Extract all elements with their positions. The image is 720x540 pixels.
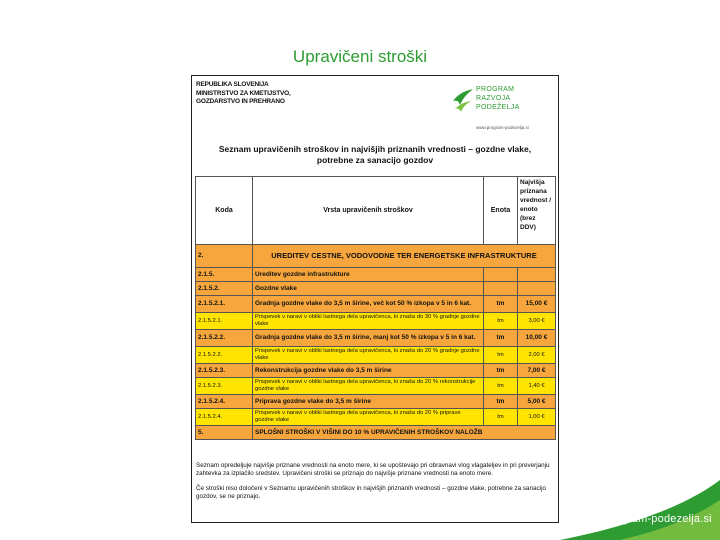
cell-koda: 2.1.5.2.1. (196, 313, 253, 330)
cell-opis: Gozdne vlake (253, 282, 484, 296)
table-row (196, 395, 556, 409)
ministry-header (196, 81, 291, 107)
cell-opis: Ureditev gozdne infrastrukture (253, 268, 484, 282)
cell-koda: 2.1.5.2.4. (196, 395, 253, 409)
cell-koda: 2.1.5.2.2. (196, 330, 253, 347)
table-row (196, 364, 556, 378)
document-title (192, 144, 558, 166)
cell-opis: Prispevek v naravi v obliki lastnega dela upravičenca, ki znaša do 20 % gradnje gozdne vlake (253, 347, 484, 364)
logo-line: PODEŽELJA (476, 104, 520, 111)
table-row (196, 378, 556, 395)
table-row (196, 409, 556, 426)
cell-enota (484, 268, 518, 282)
cost-table (195, 176, 556, 440)
document-notes (196, 462, 556, 507)
cell-koda: 2.1.5.2.2. (196, 347, 253, 364)
cell-vrednost: 5,00 € (518, 395, 556, 409)
program-logo (449, 81, 554, 133)
cell-koda: 2.1.5. (196, 268, 253, 282)
table-row (196, 347, 556, 364)
cell-opis: UREDITEV CESTNE, VODOVODNE TER ENERGETSKE INFRASTRUKTURE (253, 245, 556, 268)
table-row (196, 313, 556, 330)
cell-koda: 2.1.5.2. (196, 282, 253, 296)
slide-title: Upravičeni stroški (292, 47, 428, 66)
header-vrednost: Najvišja priznana vrednost / enoto (brez DDV) (518, 177, 556, 245)
document-title-line: potrebne za sanacijo gozdov (316, 155, 434, 165)
cell-koda: 2.1.5.2.1. (196, 296, 253, 313)
cell-opis: SPLOŠNI STROŠKI V VIŠINI DO 10 % UPRAVIČENIH STROŠKOV NALOŽB (253, 426, 556, 440)
table-row (196, 268, 556, 282)
table-header-row (196, 177, 556, 245)
cell-opis: Priprava gozdne vlake do 3,5 m širine (253, 395, 484, 409)
cell-opis: Prispevek v naravi v obliki lastnega dela upravičenca, ki znaša do 20 % priprave gozdne vlake (253, 409, 484, 426)
header-enota: Enota (484, 177, 518, 245)
cell-opis: Gradnja gozdne vlake do 3,5 m širine, več kot 50 % izkopa v 5 in 6 kat. (253, 296, 484, 313)
cell-enota: tm (484, 378, 518, 395)
cell-vrednost (518, 268, 556, 282)
cell-enota: tm (484, 347, 518, 364)
cell-vrednost: 10,00 € (518, 330, 556, 347)
cell-vrednost: 1,40 € (518, 378, 556, 395)
document-title-line: Seznam upravičenih stroškov in najvišjih priznanih vrednosti – gozdne vlake, (218, 144, 532, 154)
cell-enota: tm (484, 296, 518, 313)
table-row (196, 245, 556, 268)
table-row (196, 296, 556, 313)
document-scan (191, 75, 559, 523)
cell-koda: 2.1.5.2.4. (196, 409, 253, 426)
ministry-header-line: MINISTRSTVO ZA KMETIJSTVO, (196, 89, 291, 97)
cell-vrednost: 15,00 € (518, 296, 556, 313)
table-row (196, 426, 556, 440)
cell-koda: 2.1.5.2.3. (196, 378, 253, 395)
cell-koda: 2.1.5.2.3. (196, 364, 253, 378)
logo-wordmark (476, 85, 520, 112)
cell-enota: tm (484, 313, 518, 330)
cell-vrednost: 3,00 € (518, 313, 556, 330)
cell-opis: Rekonstrukcija gozdne vlake do 3,5 m širine (253, 364, 484, 378)
cell-opis: Prispevek v naravi v obliki lastnega dela upravičenca, ki znaša do 30 % gradnje gozdne vlake (253, 313, 484, 330)
cell-enota: tm (484, 330, 518, 347)
header-koda: Koda (196, 177, 253, 245)
cell-enota: tm (484, 395, 518, 409)
cell-vrednost: 1,00 € (518, 409, 556, 426)
cell-opis: Prispevek v naravi v obliki lastnega dela upravičenca, ki znaša do 20 % rekonstrukcije gozdne vlake (253, 378, 484, 395)
cell-enota: tm (484, 364, 518, 378)
table-row (196, 330, 556, 347)
ministry-header-line: GOZDARSTVO IN PREHRANO (196, 98, 285, 105)
cell-opis: Gradnja gozdne vlake do 3,5 m širine, manj kot 50 % izkopa v 5 in 6 kat. (253, 330, 484, 347)
note-paragraph: Če stroški niso določeni v Seznamu upravičenih stroškov in najvišjih priznanih vrednosti – gozdne vlake, potrebne za sanacijo gozdov, se ne priznajo. (196, 484, 547, 500)
footer-url: www.program-podezelja.si (578, 513, 712, 525)
header-vrsta: Vrsta upravičenih stroškov (253, 177, 484, 245)
cell-vrednost: 2,00 € (518, 347, 556, 364)
cell-vrednost (518, 282, 556, 296)
footer-banner (560, 470, 720, 540)
cell-koda: 2. (196, 245, 253, 268)
cell-enota (484, 282, 518, 296)
ministry-header-line: REPUBLIKA SLOVENIJA (196, 81, 269, 88)
cell-koda: 5. (196, 426, 253, 440)
swallows-logo-icon (451, 87, 475, 113)
cell-vrednost: 7,00 € (518, 364, 556, 378)
logo-line: RAZVOJA (476, 95, 511, 102)
table-row (196, 282, 556, 296)
logo-line: PROGRAM (476, 86, 515, 93)
note-paragraph: Seznam opredeljuje najvišje priznane vrednosti na enoto mere, ki se upoštevajo pri obravnavi vlog vlagateljev in pri preverjanju zahtevka za izplačilo sredstev. Upravičeni stroški se priznajo do najvišje priznane vrednosti na enoto mere. (196, 462, 550, 478)
logo-url: www.program-podezelja.si (476, 125, 529, 130)
cell-enota: tm (484, 409, 518, 426)
